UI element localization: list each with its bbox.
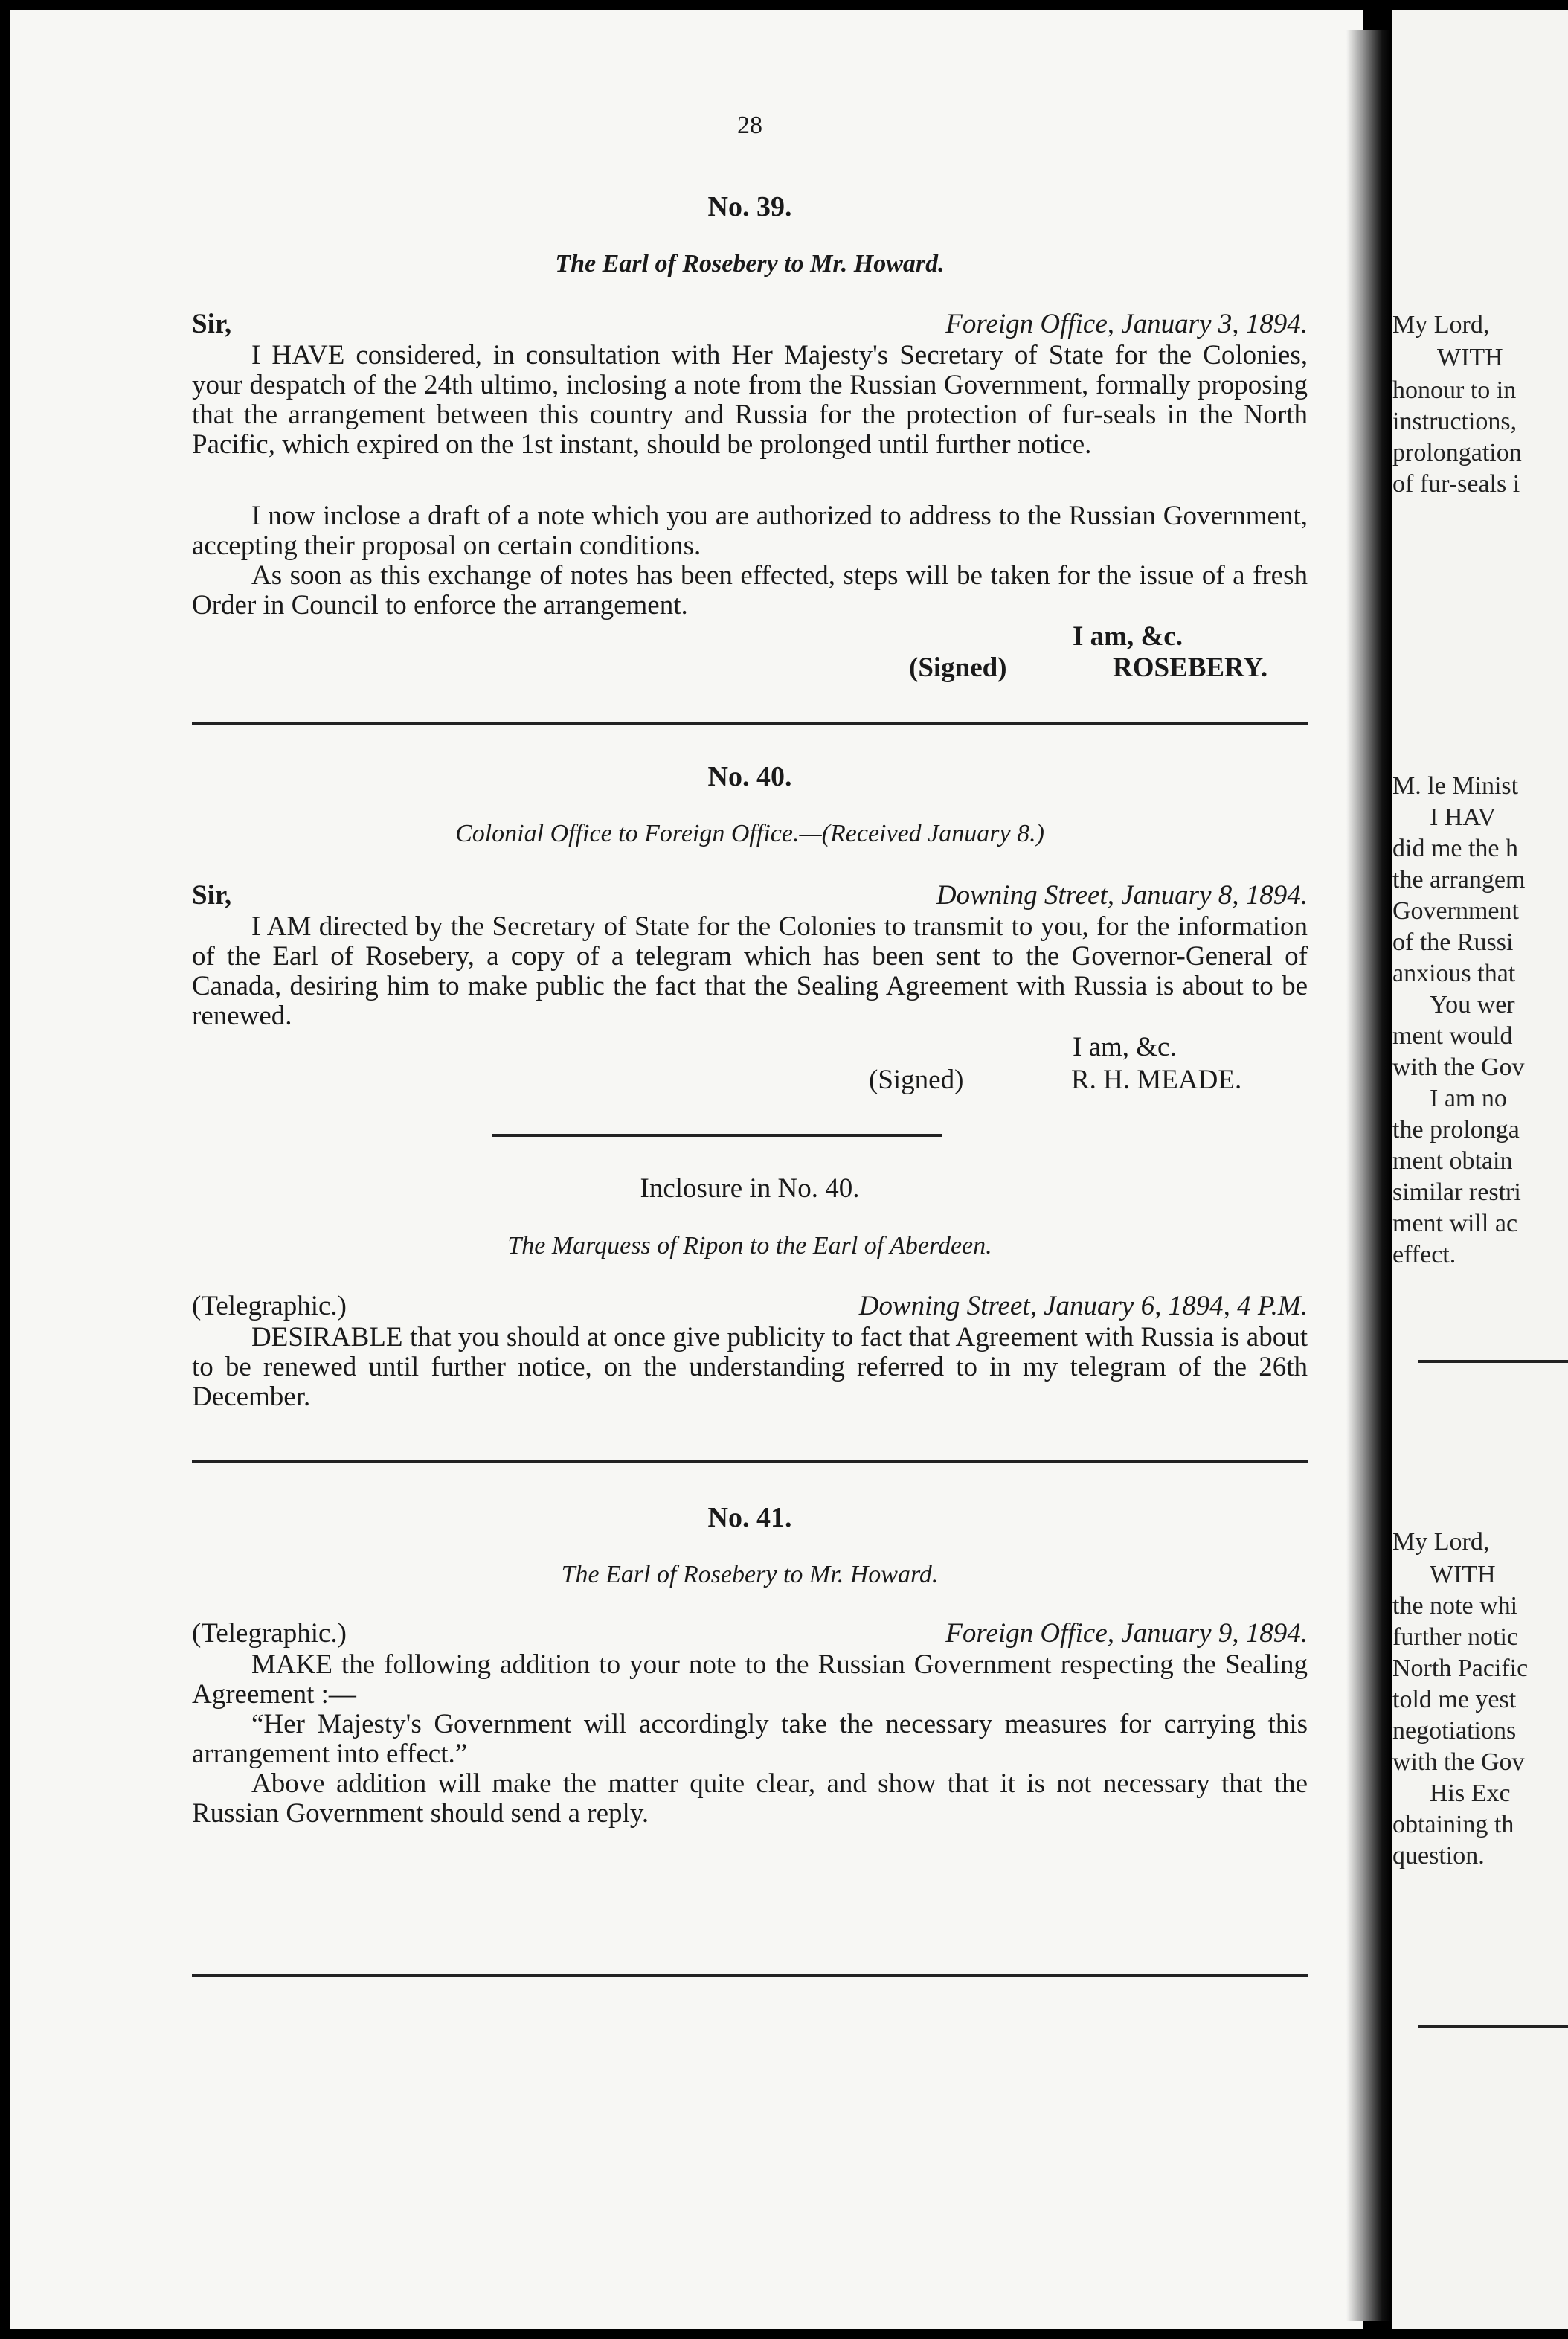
facing-line: ment would [1392,1022,1513,1050]
facing-line: I am no [1430,1085,1507,1112]
section-heading: No. 40. [707,761,792,792]
section-title: The Marquess of Ripon to the Earl of Aberdeen. [507,1232,992,1260]
facing-line: ment obtain [1392,1147,1513,1175]
paragraph: I HAVE considered, in consultation with Her Majesty's Secretary of State for the Colonies, your despatch of the 24th ultimo, inclosing a note from the Russian Government, formally proposing that the arrangement between this country and Russia for the protection of fur-seals in the North Pacific, which expired on the 1st instant, should be prolonged until further notice. [192,340,1308,460]
facing-line: of the Russi [1392,928,1514,956]
place-date: Foreign Office, January 3, 1894. [945,309,1308,339]
facing-line: WITH [1437,344,1503,371]
signed-label: (Signed) [909,652,1007,683]
facing-line: My Lord, [1392,1528,1490,1556]
facing-line: My Lord, [1392,311,1490,339]
section-divider [192,1974,1308,1977]
salutation: (Telegraphic.) [192,1291,347,1321]
facing-line: similar restri [1392,1178,1521,1206]
facing-line: anxious that [1392,960,1516,987]
facing-line: with the Gov [1392,1748,1525,1776]
paragraph: DESIRABLE that you should at once give publicity to fact that Agreement with Russia is about to be renewed until further notice, on the understanding referred to in my telegram of the 26th December. [192,1322,1308,1412]
facing-line: WITH [1430,1561,1496,1588]
salutation-line [192,1292,1308,1321]
signed-label: (Signed) [869,1065,964,1095]
section-heading: No. 41. [707,1502,792,1533]
facing-line: honour to in [1392,376,1517,404]
inclosure-heading: Inclosure in No. 40. [640,1173,860,1204]
facing-line: of fur-seals i [1392,470,1520,498]
facing-line: North Pacific [1392,1655,1529,1682]
paragraph: Above addition will make the matter quite clear, and show that it is not necessary that the Russian Government should send a reply. [192,1768,1308,1829]
facing-rule [1418,1360,1568,1363]
facing-line: prolongation [1392,439,1522,466]
signatory: R. H. MEADE. [1071,1065,1242,1095]
facing-line: told me yest [1392,1686,1517,1713]
facing-line: further notic [1392,1623,1518,1651]
facing-line: Government [1392,897,1519,925]
paragraph: I AM directed by the Secretary of State for the Colonies to transmit to you, for the information of the Earl of Rosebery, a copy of a telegram which has been sent to the Governor-General of Canada, desiring him to make public the fact that the Sealing Agreement with Russia is about to be renewed. [192,911,1308,1031]
facing-line: question. [1392,1842,1485,1870]
place-date: Foreign Office, January 9, 1894. [945,1618,1308,1649]
book-gutter [1346,30,1391,2321]
paragraph: MAKE the following addition to your note to the Russian Government respecting the Sealing Agreement :— [192,1649,1308,1710]
paragraph: I now inclose a draft of a note which you are authorized to address to the Russian Government, accepting their proposal on certain conditions. [192,501,1308,561]
place-date: Downing Street, January 8, 1894. [936,880,1308,911]
subsection-divider [492,1134,942,1137]
facing-line: negotiations [1392,1717,1517,1745]
signatory: ROSEBERY. [1113,652,1268,683]
salutation: Sir, [192,880,232,911]
paragraph: As soon as this exchange of notes has been effected, steps will be taken for the issue of a fresh Order in Council to enforce the arrangement. [192,560,1308,620]
salutation: Sir, [192,309,232,339]
facing-line: did me the h [1392,835,1519,862]
facing-line: His Exc [1430,1780,1511,1807]
closing: I am, &c. [1073,1032,1177,1062]
facing-line: the note whi [1392,1592,1518,1620]
facing-line: the prolonga [1392,1116,1520,1143]
facing-line: the arrangem [1392,866,1526,893]
closing: I am, &c. [1073,621,1183,652]
salutation: (Telegraphic.) [192,1618,347,1649]
place-date: Downing Street, January 6, 1894, 4 P.M. [858,1291,1308,1321]
section-title: Colonial Office to Foreign Office.—(Received January 8.) [455,820,1044,847]
facing-line: I HAV [1430,803,1497,831]
page-number: 28 [737,112,762,139]
facing-line: effect. [1392,1241,1456,1268]
facing-line: M. le Minist [1392,772,1519,800]
facing-line: instructions, [1392,408,1517,435]
salutation-line [192,881,1308,911]
facing-rule [1418,2025,1568,2028]
facing-line: obtaining th [1392,1811,1514,1838]
facing-line: ment will ac [1392,1210,1518,1237]
salutation-line [192,309,1308,339]
section-divider [192,1460,1308,1463]
facing-line: with the Gov [1392,1053,1525,1081]
facing-line: You wer [1430,991,1515,1018]
salutation-line [192,1619,1308,1649]
section-title: The Earl of Rosebery to Mr. Howard. [561,1561,939,1588]
section-heading: No. 39. [707,191,792,222]
section-divider [192,722,1308,725]
paragraph: “Her Majesty's Government will accordingly take the necessary measures for carrying this arrangement into effect.” [192,1709,1308,1769]
section-title: The Earl of Rosebery to Mr. Howard. [555,250,945,277]
facing-page [1392,10,1568,2329]
